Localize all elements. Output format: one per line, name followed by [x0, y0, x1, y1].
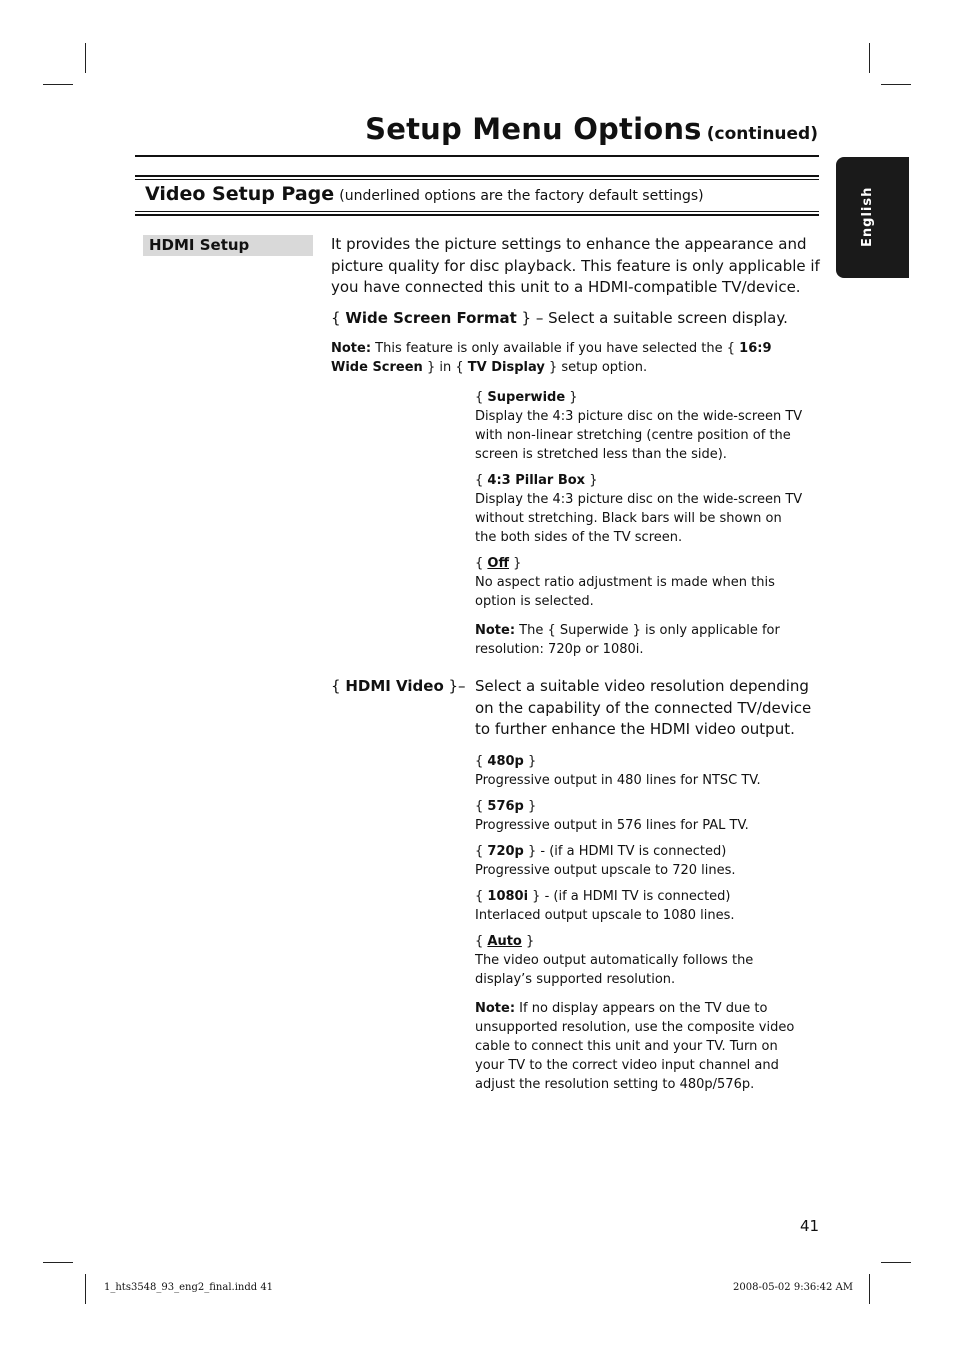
hdmi-video-name: HDMI Video [345, 677, 444, 695]
note-text: This feature is only available if you have selected the { [371, 341, 740, 356]
hdmi-video-desc: to further enhance the HDMI video output. [475, 720, 795, 738]
wide-screen-format-heading [331, 308, 788, 330]
wsf-note-line2 [331, 358, 647, 377]
option-desc: the both sides of the TV screen. [475, 530, 683, 545]
brace-open: { [475, 390, 488, 405]
crop-mark [43, 1262, 73, 1263]
option-superwide [475, 388, 578, 407]
intro-line: picture quality for disc playback. This feature is only applicable if [331, 257, 820, 275]
brace-open: { [475, 934, 488, 949]
brace-close: } [521, 934, 535, 949]
note-text: } setup option. [544, 360, 648, 375]
option-name: 1080i [487, 889, 529, 904]
option-desc: Progressive output upscale to 720 lines. [475, 863, 736, 878]
option-desc: Progressive output in 480 lines for NTSC TV. [475, 773, 761, 788]
option-desc: Display the 4:3 picture disc on the wide-screen TV [475, 492, 803, 507]
section-rule-top [135, 175, 819, 177]
page-title-text: Setup Menu Options [365, 112, 702, 146]
section-heading [145, 183, 704, 206]
hdmi-video-desc: on the capability of the connected TV/device [475, 699, 812, 717]
section-title: Video Setup Page [145, 183, 335, 205]
brace-open: { [475, 844, 488, 859]
section-rule-bottom [135, 214, 819, 216]
footer-file-name: 1_hts3548_93_eng2_final.indd 41 [104, 1282, 274, 1293]
option-desc: No aspect ratio adjustment is made when this [475, 575, 775, 590]
brace-open: { [331, 677, 346, 695]
section-rule-top-thin [135, 179, 819, 180]
crop-mark [869, 43, 870, 73]
note-bold: Wide Screen [331, 360, 423, 375]
note-bold: 16:9 [739, 341, 772, 356]
hdmi-video-heading [331, 676, 466, 698]
video-note-line: unsupported resolution, use the composite video [475, 1020, 795, 1035]
wide-screen-format-desc: } – Select a suitable screen display. [516, 309, 788, 327]
brace-close: } [528, 889, 541, 904]
video-note-line: cable to connect this unit and your TV. Turn on [475, 1039, 778, 1054]
crop-mark [85, 43, 86, 73]
brace-open: { [475, 754, 488, 769]
option-pillar-box [475, 471, 597, 490]
crop-mark [869, 1274, 870, 1304]
brace-close: } [523, 799, 537, 814]
crop-mark [881, 1262, 911, 1263]
option-desc: display’s supported resolution. [475, 972, 676, 987]
crop-mark [881, 84, 911, 85]
note-text: The { Superwide } is only applicable for [515, 623, 780, 638]
page-number: 41 [800, 1217, 820, 1235]
page-title-suffix: (continued) [706, 124, 818, 144]
section-rule-bottom-thin [135, 211, 819, 212]
wide-screen-format-name: Wide Screen Format [345, 309, 517, 327]
footer-timestamp: 2008-05-02 9:36:42 AM [733, 1282, 854, 1293]
option-suffix: - (if a HDMI TV is connected) [536, 844, 727, 859]
option-name: 480p [487, 754, 524, 769]
crop-mark [43, 84, 73, 85]
brace-open: { [475, 473, 488, 488]
language-tab-label: English [860, 186, 875, 247]
note-text: If no display appears on the TV due to [515, 1001, 768, 1016]
hdmi-setup-label: HDMI Setup [143, 235, 313, 256]
superwide-note-line1 [475, 621, 780, 640]
brace-close: } [509, 556, 522, 571]
option-suffix: - (if a HDMI TV is connected) [540, 889, 731, 904]
note-bold: TV Display [467, 360, 545, 375]
option-desc: with non-linear stretching (centre position of the [475, 428, 791, 443]
video-note-line: adjust the resolution setting to 480p/576p. [475, 1077, 755, 1092]
hdmi-video-desc: Select a suitable video resolution depending [475, 677, 809, 695]
brace-open: { [475, 889, 488, 904]
option-auto [475, 932, 534, 951]
section-subtitle: (underlined options are the factory default settings) [339, 188, 704, 204]
option-off [475, 554, 521, 573]
option-desc: Progressive output in 576 lines for PAL TV. [475, 818, 749, 833]
brace-close: } [565, 390, 578, 405]
option-576p [475, 797, 536, 816]
page-title [365, 112, 818, 146]
option-name: Superwide [487, 390, 566, 405]
option-desc: Display the 4:3 picture disc on the wide-screen TV [475, 409, 803, 424]
option-1080i [475, 887, 731, 906]
brace-close: }– [443, 677, 466, 695]
option-name-default: Off [487, 556, 509, 571]
option-name-default: Auto [487, 934, 522, 949]
video-note-line1 [475, 999, 767, 1018]
note-label: Note: [475, 1001, 516, 1016]
option-desc: The video output automatically follows the [475, 953, 754, 968]
option-720p [475, 842, 726, 861]
option-name: 720p [487, 844, 524, 859]
wsf-note-line1 [331, 339, 772, 358]
brace-close: } [523, 844, 537, 859]
option-desc: without stretching. Black bars will be shown on [475, 511, 782, 526]
option-desc: Interlaced output upscale to 1080 lines. [475, 908, 735, 923]
brace-open: { [331, 309, 346, 327]
note-label: Note: [331, 341, 372, 356]
superwide-note-line2: resolution: 720p or 1080i. [475, 642, 644, 657]
language-tab [836, 157, 909, 278]
brace-open: { [475, 556, 488, 571]
option-desc: option is selected. [475, 594, 594, 609]
note-label: Note: [475, 623, 516, 638]
option-name: 4:3 Pillar Box [487, 473, 586, 488]
intro-line: It provides the picture settings to enhance the appearance and [331, 235, 807, 253]
brace-open: { [475, 799, 488, 814]
option-desc: screen is stretched less than the side). [475, 447, 727, 462]
title-rule [135, 155, 819, 157]
note-text: } in { [422, 360, 468, 375]
option-name: 576p [487, 799, 524, 814]
option-480p [475, 752, 536, 771]
brace-close: } [585, 473, 598, 488]
video-note-line: your TV to the correct video input channel and [475, 1058, 779, 1073]
intro-line: you have connected this unit to a HDMI-compatible TV/device. [331, 278, 801, 296]
brace-close: } [523, 754, 537, 769]
crop-mark [85, 1274, 86, 1304]
